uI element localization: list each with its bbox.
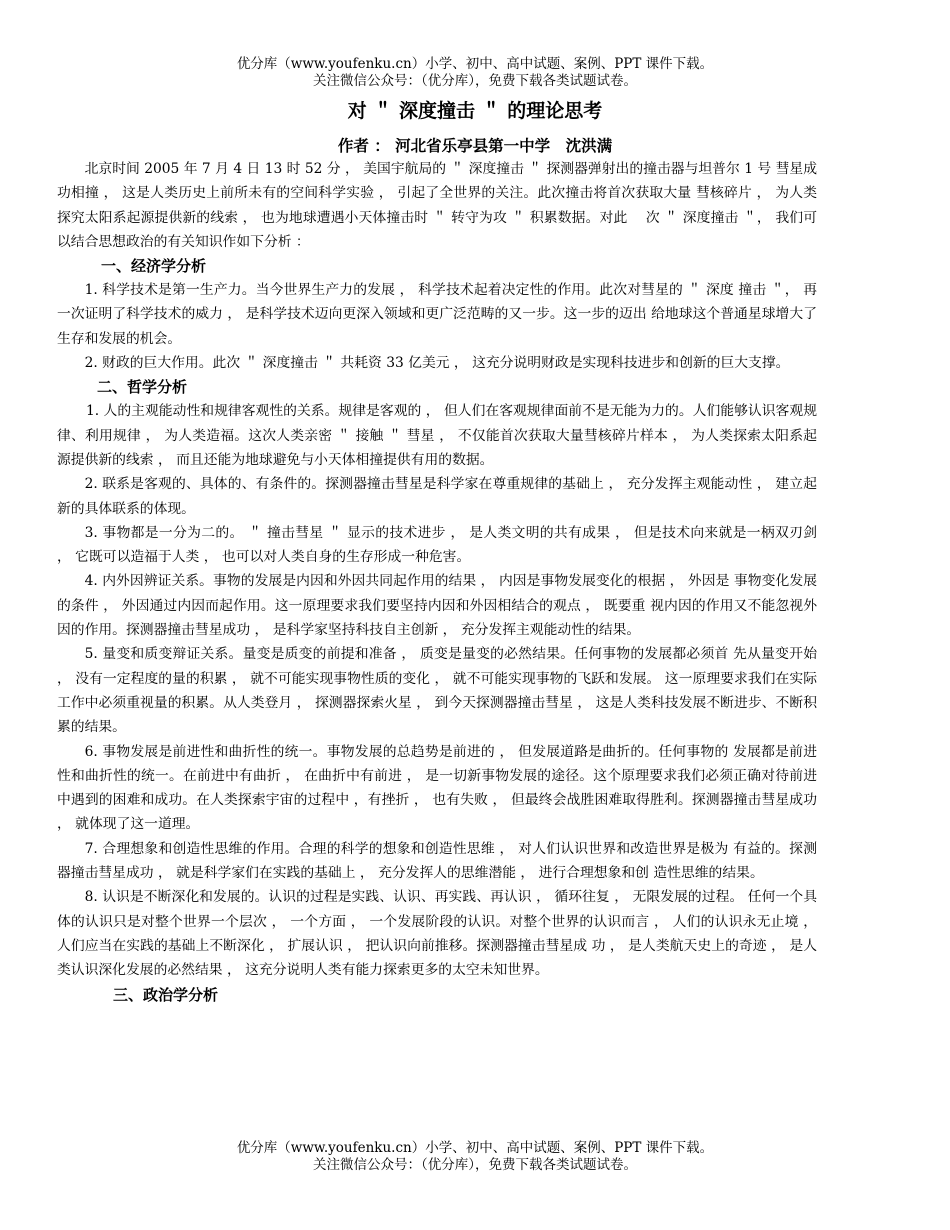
paragraph: 5. 量变和质变辩证关系。量变是质变的前提和准备 ， 质变是量变的必然结果。任何事物的发展都必须首 先从量变开始 ， 没有一定程度的量的积累 ， 就不可能实现事物性质的变化 ， 就不可能实现事物的飞跃和发展。 这一原理要求我们在实际工作中必须重视量的积累。从人类登月 ， 探测器探索火星 ， 到今天探测器撞击彗星 ， 这是人类科技发展不断进步、不断积累的结果。	[57, 646, 817, 736]
paragraph: 4. 内外因辨证关系。事物的发展是内因和外因共同起作用的结果 ， 内因是事物发展变化的根据 ， 外因是 事物变化发展的条件 ， 外因通过内因而起作用。这一原理要求我们要坚持内因和外因相结合的观点 ， 既要重 视内因的作用又不能忽视外因的作用。探测器撞击彗星成功 ， 是科学家坚持科技自主创新 ， 充分发挥主观能动性的结果。	[57, 573, 817, 639]
intro-paragraph: 北京时间 2005 年 7 月 4 日 13 时 52 分 ， 美国宇航局的 ＂ 深度撞击 ＂ 探测器弹射出的撞击器与坦普尔 1 号 彗星成功相撞 ， 这是人类历史上前所未有的空间科学实验 ， 引起了全世界的关注。此次撞击将首次获取大量 彗核碎片 ， 为人类探究太阳系起源提供新的线索 ， 也为地球遭遇小天体撞击时 ＂ 转守为攻 ＂ 积累数据。对此 次 ＂ 深度撞击 ＂， 我们可以结合思想政治的有关知识作如下分析 ：	[57, 161, 817, 250]
section-heading-politics: 三、政治学分析	[113, 985, 219, 1004]
page-header	[0, 56, 950, 90]
document-body	[57, 157, 817, 1007]
paragraph: 6. 事物发展是前进性和曲折性的统一。事物发展的总趋势是前进的 ， 但发展道路是曲折的。任何事物的 发展都是前进性和曲折性的统一。在前进中有曲折 ， 在曲折中有前进 ， 是一切新事物发展的途径。这个原理要求我们必须正确对待前进中遇到的困难和成功。在人类探索宇宙的过程中 ，有挫折 ， 也有失败 ， 但最终会战胜困难取得胜利。探测器撞击彗星成功 ， 就体现了这一道理。	[57, 743, 817, 833]
paragraph: 3. 事物都是一分为二的。 ＂ 撞击彗星 ＂ 显示的技术进步 ， 是人类文明的共有成果 ， 但是技术向来就是一柄双刃剑 ， 它既可以造福于人类 ， 也可以对人类自身的生存形成一种危害。	[57, 524, 817, 566]
paragraph: 1. 人的主观能动性和规律客观性的关系。规律是客观的 ， 但人们在客观规律面前不是无能为力的。人们能够认识客观规律、利用规律 ， 为人类造福。这次人类亲密 ＂ 接触 ＂ 彗星 ， 不仅能首次获取大量彗核碎片样本 ， 为人类探索太阳系起源提供新的线索 ， 而且还能为地球避免与小天体相撞提供有用的数据。	[57, 403, 817, 468]
header-line-2: 关注微信公众号：（优分库），免费下载各类试题试卷。	[313, 73, 637, 89]
document-title: 对 ＂ 深度撞击 ＂ 的理论思考	[347, 100, 603, 122]
paragraph: 2. 联系是客观的、具体的、有条件的。探测器撞击彗星是科学家在尊重规律的基础上 ， 充分发挥主观能动性 ， 建立起新的具体联系的体现。	[57, 476, 817, 517]
paragraph: 8. 认识是不断深化和发展的。认识的过程是实践、认识、再实践、再认识 ， 循环往复 ， 无限发展的过程。 任何一个具体的认识只是对整个世界一个层次 ， 一个方面 ， 一个发展阶段的认识。对整个世界的认识而言 ， 人们的认识永无止境 ， 人们应当在实践的基础上不断深化 ， 扩展认识 ， 把认识向前推移。探测器撞击彗星成 功 ， 是人类航天史上的奇迹 ， 是人类认识深化发展的必然结果 ， 这充分说明人类有能力探索更多的太空未知世界。	[57, 889, 817, 979]
section-heading-economics: 一、经济学分析	[101, 257, 207, 276]
section-heading-philosophy: 二、哲学分析	[97, 378, 188, 397]
paragraph: 2. 财政的巨大作用。此次 ＂ 深度撞击 ＂ 共耗资 33 亿美元 ， 这充分说明财政是实现科技进步和创新的巨大支撑。	[84, 355, 790, 372]
footer-line-1: 优分库（www.youfenku.cn）小学、初中、高中试题、案例、PPT 课件下载。	[236, 1140, 714, 1156]
page-footer	[0, 1140, 950, 1174]
document-author: 作者 ： 河北省乐亭县第一中学 沈洪满	[337, 137, 613, 155]
footer-line-2: 关注微信公众号：（优分库），免费下载各类试题试卷。	[313, 1157, 637, 1173]
paragraph: 7. 合理想象和创造性思维的作用。合理的科学的想象和创造性思维 ， 对人们认识世界和改造世界是极为 有益的。探测器撞击彗星成功 ， 就是科学家们在实践的基础上 ， 充分发挥人的思维潜能 ， 进行合理想象和创 造性思维的结果。	[57, 840, 817, 882]
header-line-1: 优分库（www.youfenku.cn）小学、初中、高中试题、案例、PPT 课件下载。	[236, 56, 714, 72]
paragraph: 1. 科学技术是第一生产力。当今世界生产力的发展 ， 科学技术起着决定性的作用。此次对彗星的 ＂ 深度 撞击 ＂， 再一次证明了科学技术的威力 ， 是科学技术迈向更深入领域和更广泛范畴的又一步。这一步的迈出 给地球这个普通星球增大了生存和发展的机会。	[57, 282, 817, 347]
